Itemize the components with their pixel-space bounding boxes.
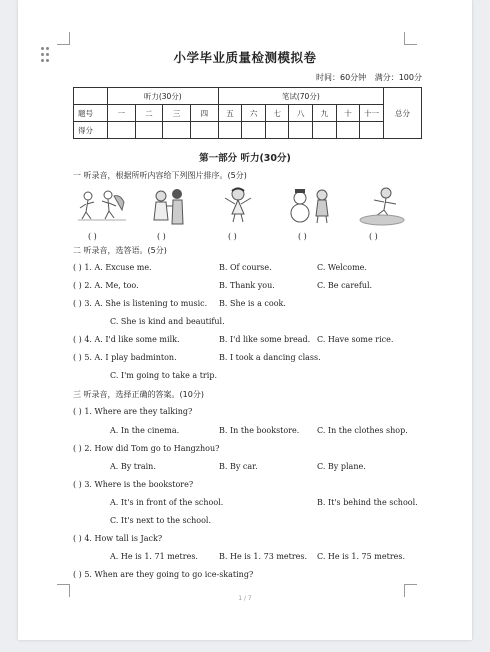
question-num: 五 (218, 105, 242, 122)
option-c[interactable]: C. By plane. (317, 462, 366, 471)
answer-blank[interactable]: ( ) (369, 232, 378, 241)
option-b[interactable]: B. In the bookstore. (219, 426, 300, 435)
row-num-label: 题号 (74, 105, 108, 122)
score-cell[interactable] (107, 122, 135, 139)
question-num: 六 (242, 105, 266, 122)
option-b[interactable]: B. I'd like some bread. (219, 335, 311, 344)
option-b[interactable]: B. He is 1. 73 metres. (219, 552, 308, 561)
question-num: 九 (313, 105, 337, 122)
question-item[interactable]: ( ) 1. Where are they talking? (73, 407, 193, 416)
page-title: 小学毕业质量检测模拟卷 (173, 50, 317, 65)
page-corner-mark (404, 32, 417, 45)
section-heading: 三 听录音，选择正确的答案。(10分) (73, 390, 204, 399)
answer-blank[interactable]: ( ) (298, 232, 307, 241)
exam-meta (310, 72, 422, 83)
option-a[interactable]: A. In the cinema. (110, 426, 180, 435)
question-item[interactable]: ( ) 4. A. I'd like some milk. (73, 335, 180, 344)
page-corner-mark (57, 32, 70, 45)
answer-blank[interactable]: ( ) (228, 232, 237, 241)
question-num: 一 (107, 105, 135, 122)
section-heading: 一 听录音，根据所听内容给下列图片排序。(5分) (73, 171, 247, 180)
full-score: 满分：100分 (374, 73, 422, 82)
row-score-label: 得分 (74, 122, 108, 139)
option-b[interactable]: B. By car. (219, 462, 258, 471)
score-cell[interactable] (135, 122, 163, 139)
option-c[interactable]: C. I'm going to take a trip. (110, 371, 217, 380)
option-c[interactable]: C. Have some rice. (317, 335, 394, 344)
girl-with-adult-icon (148, 186, 188, 226)
girl-dancing-icon (222, 186, 254, 224)
option-a[interactable]: A. By train. (110, 462, 156, 471)
score-cell[interactable] (190, 122, 218, 139)
score-cell[interactable] (336, 122, 360, 139)
question-num: 七 (265, 105, 289, 122)
option-c[interactable]: C. In the clothes shop. (317, 426, 408, 435)
time-limit: 时间：60分钟 (315, 73, 367, 82)
question-num: 十一 (360, 105, 384, 122)
option-a[interactable]: A. He is 1. 71 metres. (110, 552, 198, 561)
option-c[interactable]: C. He is 1. 75 metres. (317, 552, 406, 561)
part-title: 第一部分 听力(30分) (199, 153, 291, 164)
question-item[interactable]: ( ) 3. A. She is listening to music. (73, 299, 208, 308)
score-cell[interactable] (289, 122, 313, 139)
option-c[interactable]: C. She is kind and beautiful. (110, 317, 225, 326)
score-cell[interactable] (242, 122, 266, 139)
question-item[interactable]: ( ) 2. A. Me, too. (73, 281, 139, 290)
boys-playing-icon (78, 186, 126, 222)
question-num: 八 (289, 105, 313, 122)
score-cell[interactable] (163, 122, 191, 139)
option-c[interactable]: C. Welcome. (317, 263, 367, 272)
listening-header: 听力(30分) (107, 88, 218, 105)
writing-header: 笔试(70分) (218, 88, 383, 105)
option-a[interactable]: A. It's in front of the school. (110, 498, 224, 507)
question-num: 三 (163, 105, 191, 122)
option-b[interactable]: B. She is a cook. (219, 299, 286, 308)
question-item[interactable]: ( ) 5. When are they going to go ice-skating? (73, 570, 254, 579)
snowman-child-icon (286, 186, 334, 224)
question-num: 十 (336, 105, 360, 122)
answer-blank[interactable]: ( ) (157, 232, 166, 241)
option-c[interactable]: C. Be careful. (317, 281, 373, 290)
option-c[interactable]: C. It's next to the school. (110, 516, 211, 525)
page-number: 1 / 7 (238, 595, 252, 602)
score-cell[interactable] (218, 122, 242, 139)
option-b[interactable]: B. I took a dancing class. (219, 353, 321, 362)
score-table (73, 87, 422, 139)
score-cell[interactable] (313, 122, 337, 139)
question-num: 四 (190, 105, 218, 122)
option-b[interactable]: B. Thank you. (219, 281, 275, 290)
question-num: 二 (135, 105, 163, 122)
question-item[interactable]: ( ) 2. How did Tom go to Hangzhou? (73, 444, 220, 453)
question-item[interactable]: ( ) 3. Where is the bookstore? (73, 480, 194, 489)
option-b[interactable]: B. Of course. (219, 263, 272, 272)
section-heading: 二 听录音，选答语。(5分) (73, 246, 167, 255)
question-item[interactable]: ( ) 4. How tall is Jack? (73, 534, 163, 543)
total-header: 总分 (383, 88, 421, 139)
answer-blank[interactable]: ( ) (88, 232, 97, 241)
score-cell[interactable] (265, 122, 289, 139)
option-b[interactable]: B. It's behind the school. (317, 498, 418, 507)
skating-child-icon (358, 186, 406, 226)
question-item[interactable]: ( ) 1. A. Excuse me. (73, 263, 152, 272)
question-item[interactable]: ( ) 5. A. I play badminton. (73, 353, 177, 362)
score-cell[interactable] (360, 122, 384, 139)
